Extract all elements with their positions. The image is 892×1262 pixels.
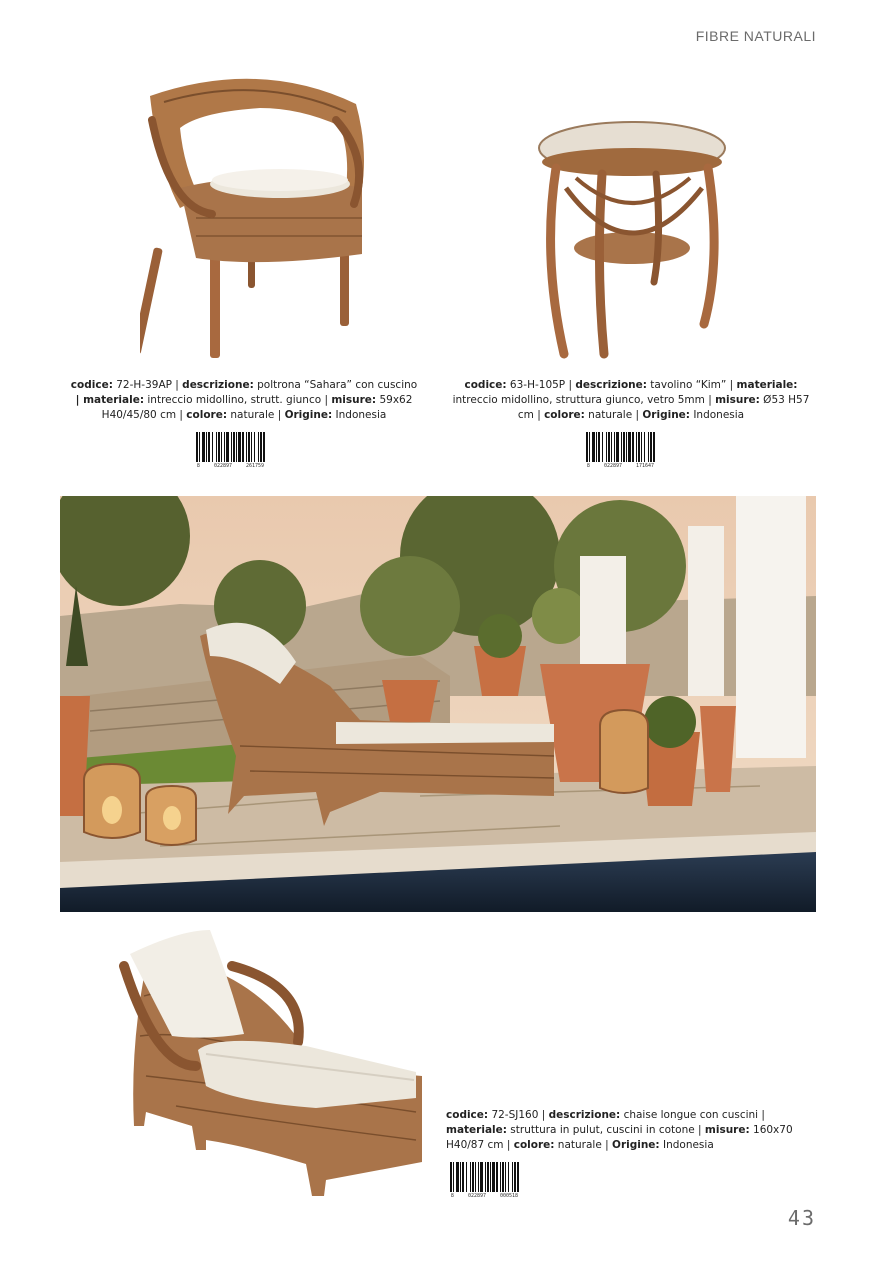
field-value: poltrona “Sahara” con cuscino	[253, 379, 418, 391]
field-value: 160x70	[749, 1124, 793, 1136]
field-key: | materiale:	[75, 394, 145, 406]
field-value: intreccio midollino, strutt. giunco |	[144, 394, 332, 406]
field-key: codice:	[464, 379, 507, 391]
barcode-digit-group: 8	[586, 463, 590, 469]
armchair-image	[140, 68, 380, 364]
field-key: materiale:	[736, 379, 798, 391]
field-value: 59x62	[376, 394, 413, 406]
field-key: materiale:	[446, 1124, 507, 1136]
description-line	[446, 1123, 816, 1138]
field-value: naturale |	[227, 409, 285, 421]
field-key: colore:	[544, 409, 585, 421]
description-line	[446, 408, 816, 423]
barcode-digit-group: 022897	[603, 463, 622, 469]
description-line	[446, 1138, 816, 1153]
barcode	[450, 1162, 519, 1199]
field-value: 72-H-39AP |	[112, 379, 183, 391]
field-value: 63-H-105P |	[506, 379, 576, 391]
barcode-digits	[587, 463, 654, 469]
field-key: misure:	[715, 394, 760, 406]
field-key: codice:	[70, 379, 113, 391]
field-value: naturale |	[584, 409, 643, 421]
field-value: Ø53 H57	[759, 394, 810, 406]
field-key: codice:	[446, 1109, 489, 1121]
barcode-digit-group: 8	[196, 463, 200, 469]
field-key: descrizione:	[575, 379, 647, 391]
barcode-digit-group: 8	[450, 1193, 454, 1199]
field-value: intreccio midollino, struttura giunco, vetro 5mm |	[452, 394, 716, 406]
description-line	[68, 393, 420, 408]
field-key: misure:	[331, 394, 377, 406]
barcode-bars	[586, 432, 655, 462]
field-key: misure:	[704, 1124, 750, 1136]
field-value: Indonesia	[659, 1139, 714, 1151]
barcode-digits	[197, 463, 264, 469]
barcode-digit-group: 022897	[213, 463, 232, 469]
field-key: Origine:	[612, 1139, 660, 1151]
field-value: 72-SJ160 |	[488, 1109, 549, 1121]
terrace-lifestyle-photo	[60, 496, 816, 912]
field-key: Origine:	[284, 409, 333, 421]
barcode-bars	[196, 432, 265, 462]
field-key: descrizione:	[182, 379, 254, 391]
field-key: descrizione:	[548, 1109, 621, 1121]
barcode-digit-group: 261759	[246, 463, 265, 469]
field-value: H40/45/80 cm |	[101, 409, 187, 421]
side-table-image	[536, 118, 732, 362]
field-value: cm |	[517, 409, 545, 421]
field-key: colore:	[513, 1139, 555, 1151]
field-key: Origine:	[642, 409, 690, 421]
product-description	[446, 1108, 816, 1153]
barcode-digit-group: 171647	[636, 463, 655, 469]
barcode	[196, 432, 265, 469]
description-line	[446, 378, 816, 393]
field-key: colore:	[186, 409, 228, 421]
barcode-digit-group: 000518	[500, 1193, 519, 1199]
field-value: Indonesia	[332, 409, 387, 421]
barcode-digits	[451, 1193, 518, 1199]
field-value: naturale |	[554, 1139, 613, 1151]
page-number: 43	[787, 1206, 816, 1230]
product-description	[446, 378, 816, 423]
description-line	[68, 408, 420, 423]
description-line	[446, 1108, 816, 1123]
description-line	[446, 393, 816, 408]
field-value: Indonesia	[690, 409, 745, 421]
field-value: chaise longue con cuscini |	[620, 1109, 765, 1121]
description-line	[68, 378, 420, 393]
product-description	[68, 378, 420, 423]
barcode-digit-group: 022897	[467, 1193, 486, 1199]
barcode-bars	[450, 1162, 519, 1192]
field-value: H40/87 cm |	[446, 1139, 514, 1151]
chaise-longue-image	[116, 926, 430, 1198]
section-title: FIBRE NATURALI	[695, 28, 816, 44]
field-value: struttura in pulut, cuscini in cotone |	[506, 1124, 705, 1136]
barcode	[586, 432, 655, 469]
field-value: tavolino “Kim” |	[646, 379, 737, 391]
